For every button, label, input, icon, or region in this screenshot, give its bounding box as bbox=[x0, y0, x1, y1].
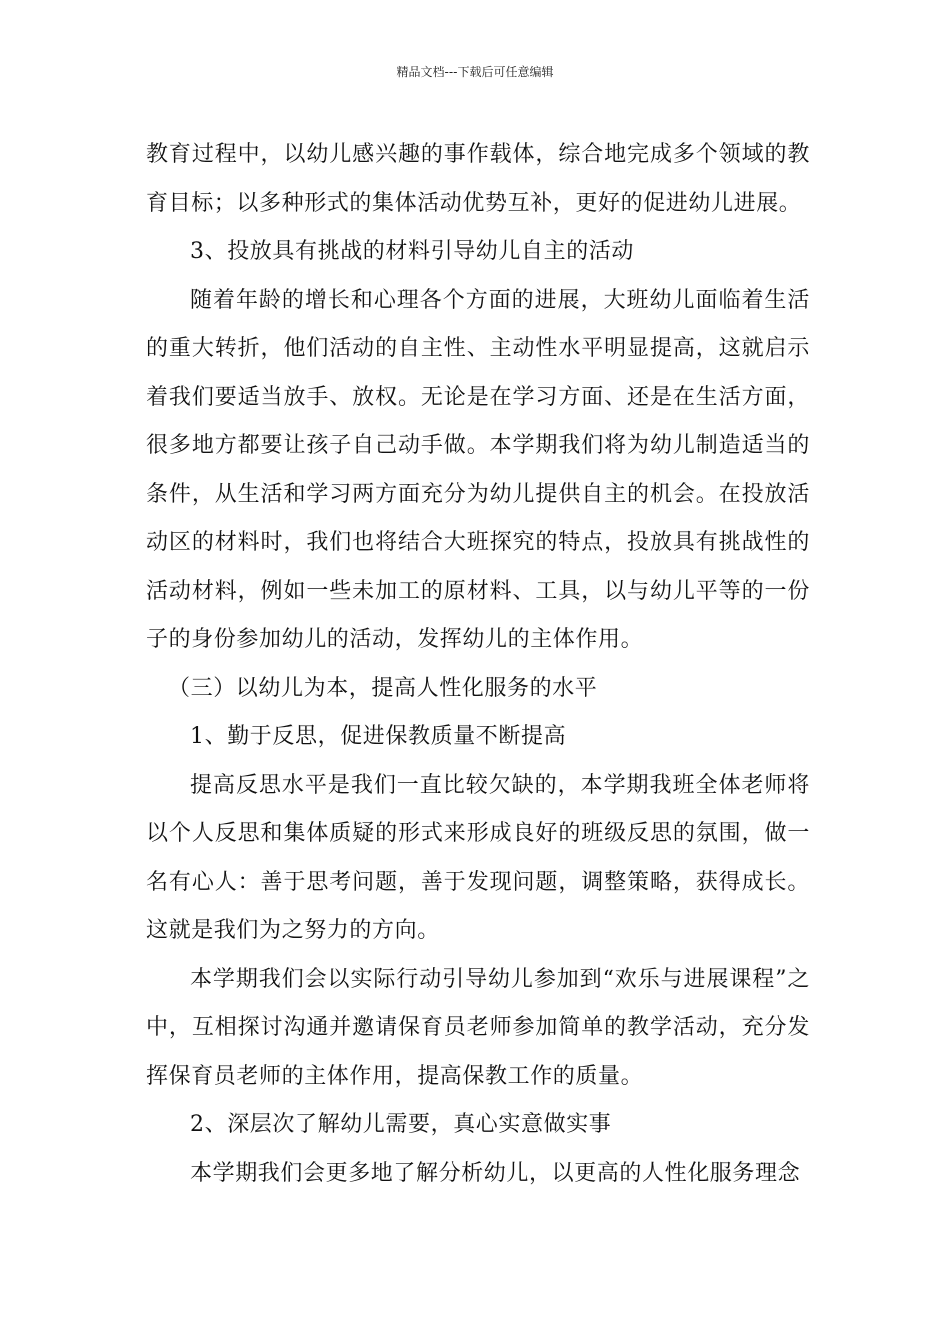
page-header: 精品文档---下载后可任意编辑 bbox=[396, 65, 554, 79]
paragraph: 提高反思水平是我们一直比较欠缺的，本学期我班全体老师将以个人反思和集体质疑的形式来形成良好的班级反思的氛围，做一名有心人：善于思考问题，善于发现问题，调整策略，获得成长。这就是我们为之努力的方向。 bbox=[146, 772, 810, 943]
heading-item-1: 1、勤于反思，促进保教质量不断提高 bbox=[190, 724, 567, 749]
paragraph-continued: 教育过程中，以幼儿感兴趣的事作载体，综合地完成多个领域的教育目标；以多种形式的集体活动优势互补，更好的促进幼儿进展。 bbox=[146, 142, 810, 216]
heading-item-3: 3、投放具有挑战的材料引导幼儿自主的活动 bbox=[190, 239, 634, 264]
paragraph-truncated: 本学期我们会更多地了解分析幼儿，以更高的人性化服务理念 bbox=[190, 1160, 801, 1186]
section-heading-3: （三）以幼儿为本，提高人性化服务的水平 bbox=[168, 675, 598, 701]
paragraph: 随着年龄的增长和心理各个方面的进展，大班幼儿面临着生活的重大转折，他们活动的自主性、主动性水平明显提高，这就启示着我们要适当放手、放权。无论是在学习方面、还是在生活方面，很多地方都要让孩子自己动手做。本学期我们将为幼儿制造适当的条件，从生活和学习两方面充分为幼儿提供自主的机会。在投放活动区的材料时，我们也将结合大班探究的特点，投放具有挑战性的活动材料，例如一些未加工的原材料、工具，以与幼儿平等的一份子的身份参加幼儿的活动，发挥幼儿的主体作用。 bbox=[146, 287, 810, 652]
paragraph: 本学期我们会以实际行动引导幼儿参加到“欢乐与进展课程”之中，互相探讨沟通并邀请保育员老师参加简单的教学活动，充分发挥保育员老师的主体作用，提高保教工作的质量。 bbox=[146, 966, 810, 1089]
document-body bbox=[146, 131, 810, 1198]
heading-item-2: 2、深层次了解幼儿需要，真心实意做实事 bbox=[190, 1112, 612, 1137]
